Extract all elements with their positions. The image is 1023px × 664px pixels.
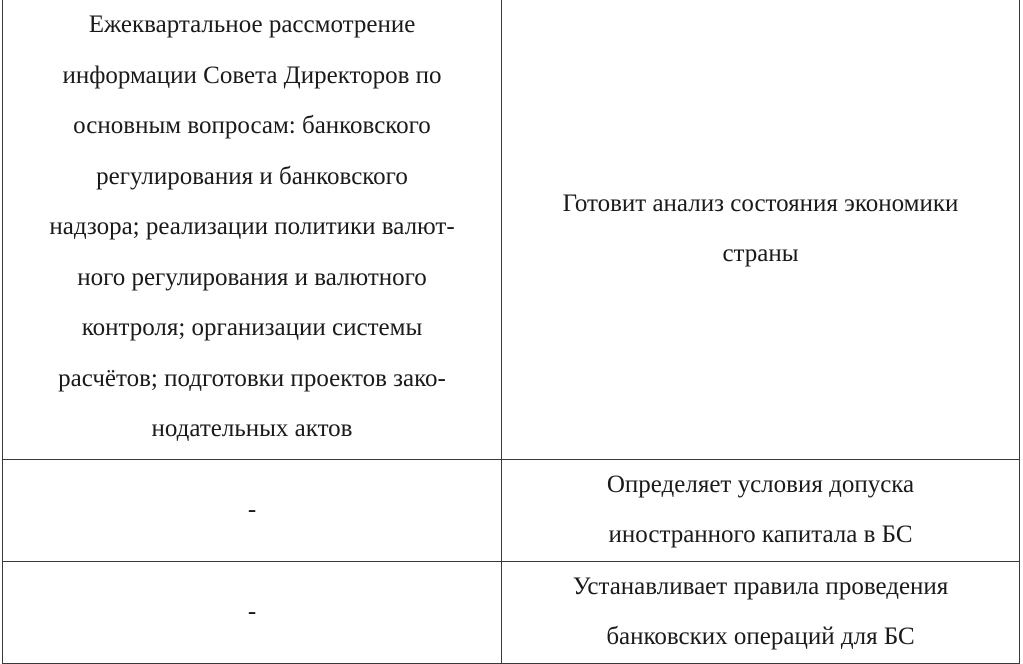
table-cell-left: [3, 561, 502, 663]
cell-text-line: ного регулирования и валютного: [77, 263, 427, 291]
cell-dash: -: [247, 597, 257, 625]
table-row: [3, 0, 1020, 459]
cell-text-line: нодательных актов: [151, 415, 353, 442]
cell-text-line: основным вопросам: банковского: [73, 112, 431, 139]
cell-dash: -: [247, 495, 257, 523]
cell-text-line: Готовит анализ состояния экономики: [562, 189, 959, 217]
cell-text-line: Устанавливает правила проведения: [572, 572, 949, 600]
cell-text-line: расчётов; подготовки проектов зако-: [58, 364, 446, 392]
table-cell-left: [3, 0, 502, 459]
document-table: [2, 0, 1020, 664]
cell-text-line: Ежеквартальное рассмотрение: [88, 11, 416, 38]
table-cell-left: [3, 459, 502, 561]
cell-text-line: банковских операций для БС: [606, 623, 915, 650]
cell-text-line: регулирования и банковского: [96, 162, 408, 190]
table-cell-right: [502, 459, 1020, 561]
table-cell-right: [502, 561, 1020, 663]
cell-text-line: контроля; организации системы: [81, 314, 423, 341]
table-row: [3, 561, 1020, 663]
cell-text-line: Определяет условия допуска: [606, 470, 915, 498]
cell-text-line: страны: [722, 240, 799, 268]
cell-text-line: информации Совета Директоров по: [62, 61, 442, 89]
table-row: [3, 459, 1020, 561]
cell-text-line: иностранного капитала в БС: [608, 521, 913, 548]
cell-text-line: надзора; реализации политики валют-: [49, 213, 455, 240]
table-cell-right: [502, 0, 1020, 459]
